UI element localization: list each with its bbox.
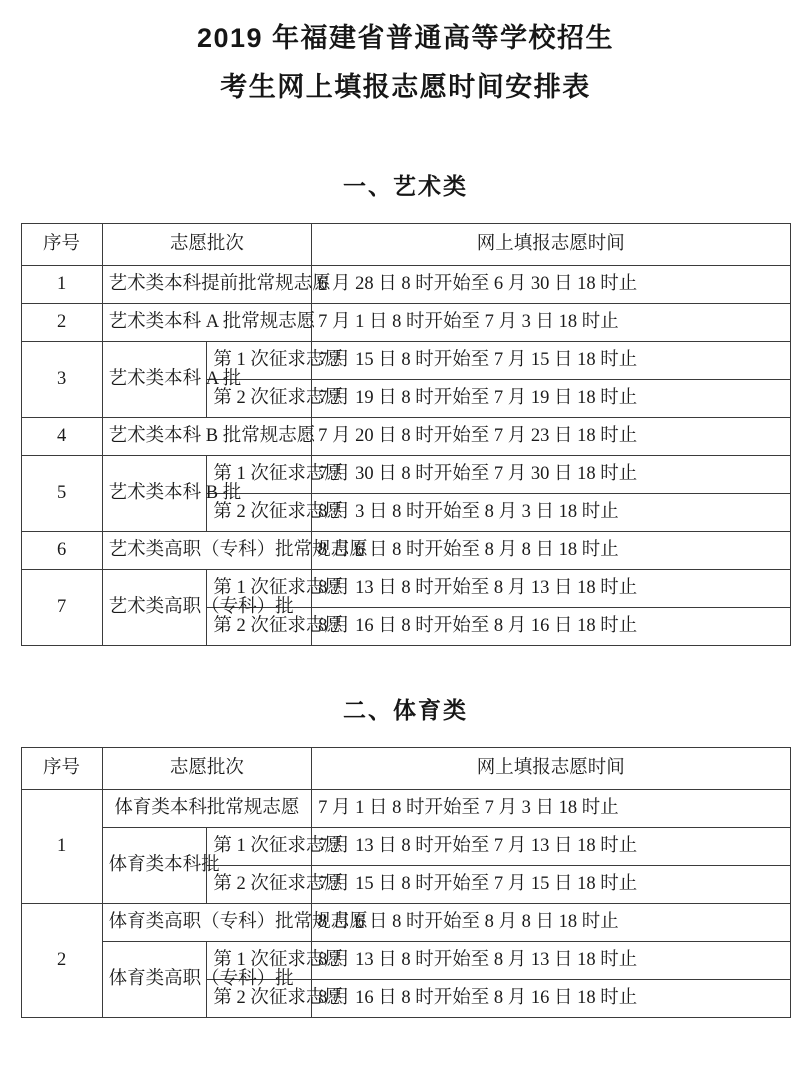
- row-sub-label: 第 2 次征求志愿: [207, 980, 312, 1018]
- row-time: 8 月 13 日 8 时开始至 8 月 13 日 18 时止: [312, 942, 790, 980]
- row-time: 8 月 16 日 8 时开始至 8 月 16 日 18 时止: [312, 980, 790, 1018]
- table-row: [21, 942, 790, 980]
- row-time: 7 月 19 日 8 时开始至 7 月 19 日 18 时止: [312, 380, 790, 418]
- row-no: 4: [21, 418, 102, 456]
- row-sub-label: 第 2 次征求志愿: [207, 866, 312, 904]
- table-wrap-art: [21, 223, 791, 646]
- row-no: 1: [21, 790, 102, 904]
- table-body-sport: [21, 790, 790, 1018]
- table-body-art: [21, 266, 790, 646]
- row-batch: 体育类本科批: [102, 828, 207, 904]
- row-batch: 艺术类本科提前批常规志愿: [102, 266, 312, 304]
- row-sub-label: 第 2 次征求志愿: [207, 380, 312, 418]
- table-head-sport: [21, 748, 790, 790]
- row-time: 8 月 13 日 8 时开始至 8 月 13 日 18 时止: [312, 570, 790, 608]
- row-batch: 艺术类本科 A 批常规志愿: [102, 304, 312, 342]
- schedule-table-sport: [21, 747, 791, 1018]
- schedule-table-art: [21, 223, 791, 646]
- table-row: [21, 904, 790, 942]
- column-header-no: 序号: [21, 224, 102, 266]
- row-sub-label: 第 1 次征求志愿: [207, 570, 312, 608]
- row-sub-label: 第 1 次征求志愿: [207, 828, 312, 866]
- table-head-art: [21, 224, 790, 266]
- table-wrap-sport: [21, 747, 791, 1018]
- column-header-batch: 志愿批次: [102, 748, 312, 790]
- table-row: [21, 304, 790, 342]
- row-batch: 艺术类本科 B 批常规志愿: [102, 418, 312, 456]
- row-time: 8 月 16 日 8 时开始至 8 月 16 日 18 时止: [312, 608, 790, 646]
- page-title-line-2: 考生网上填报志愿时间安排表: [220, 72, 591, 102]
- row-time: 7 月 30 日 8 时开始至 7 月 30 日 18 时止: [312, 456, 790, 494]
- table-row: [21, 790, 790, 828]
- section-heading-art: 一、艺术类: [343, 173, 468, 199]
- row-sub-label: 第 1 次征求志愿: [207, 942, 312, 980]
- row-time: 7 月 20 日 8 时开始至 7 月 23 日 18 时止: [312, 418, 790, 456]
- table-header-row: [21, 224, 790, 266]
- table-row: [21, 570, 790, 608]
- row-no: 6: [21, 532, 102, 570]
- row-time: 8 月 6 日 8 时开始至 8 月 8 日 18 时止: [312, 904, 790, 942]
- row-batch: 艺术类本科 B 批: [102, 456, 207, 532]
- row-no: 2: [21, 904, 102, 1018]
- row-batch: 艺术类高职（专科）批: [102, 570, 207, 646]
- table-row: [21, 266, 790, 304]
- page-title-line-1: 2019 年福建省普通高等学校招生: [196, 23, 615, 53]
- row-batch-regular: 体育类高职（专科）批常规志愿: [102, 904, 312, 942]
- table-row: [21, 532, 790, 570]
- column-header-no: 序号: [21, 748, 102, 790]
- row-sub-label: 第 1 次征求志愿: [207, 456, 312, 494]
- column-header-batch: 志愿批次: [102, 224, 312, 266]
- row-time: 6 月 28 日 8 时开始至 6 月 30 日 18 时止: [312, 266, 790, 304]
- row-batch: 艺术类高职（专科）批常规志愿: [102, 532, 312, 570]
- row-no: 1: [21, 266, 102, 304]
- column-header-time: 网上填报志愿时间: [312, 224, 790, 266]
- table-row: [21, 456, 790, 494]
- row-batch: 艺术类本科 A 批: [102, 342, 207, 418]
- table-row: [21, 828, 790, 866]
- row-sub-label: 第 2 次征求志愿: [207, 608, 312, 646]
- row-batch: 体育类高职（专科）批: [102, 942, 207, 1018]
- row-time: 7 月 15 日 8 时开始至 7 月 15 日 18 时止: [312, 866, 790, 904]
- row-time: 7 月 15 日 8 时开始至 7 月 15 日 18 时止: [312, 342, 790, 380]
- table-row: [21, 342, 790, 380]
- page-title: [0, 0, 811, 112]
- row-sub-label: 第 1 次征求志愿: [207, 342, 312, 380]
- row-no: 5: [21, 456, 102, 532]
- row-batch-regular: 体育类本科批常规志愿: [102, 790, 312, 828]
- row-time: 8 月 3 日 8 时开始至 8 月 3 日 18 时止: [312, 494, 790, 532]
- row-sub-label: 第 2 次征求志愿: [207, 494, 312, 532]
- row-time: 7 月 13 日 8 时开始至 7 月 13 日 18 时止: [312, 828, 790, 866]
- column-header-time: 网上填报志愿时间: [312, 748, 790, 790]
- row-time: 7 月 1 日 8 时开始至 7 月 3 日 18 时止: [312, 790, 790, 828]
- table-header-row: [21, 748, 790, 790]
- row-time: 7 月 1 日 8 时开始至 7 月 3 日 18 时止: [312, 304, 790, 342]
- row-time: 8 月 6 日 8 时开始至 8 月 8 日 18 时止: [312, 532, 790, 570]
- table-row: [21, 418, 790, 456]
- row-no: 3: [21, 342, 102, 418]
- row-no: 7: [21, 570, 102, 646]
- section-heading-sport: 二、体育类: [343, 697, 468, 723]
- row-no: 2: [21, 304, 102, 342]
